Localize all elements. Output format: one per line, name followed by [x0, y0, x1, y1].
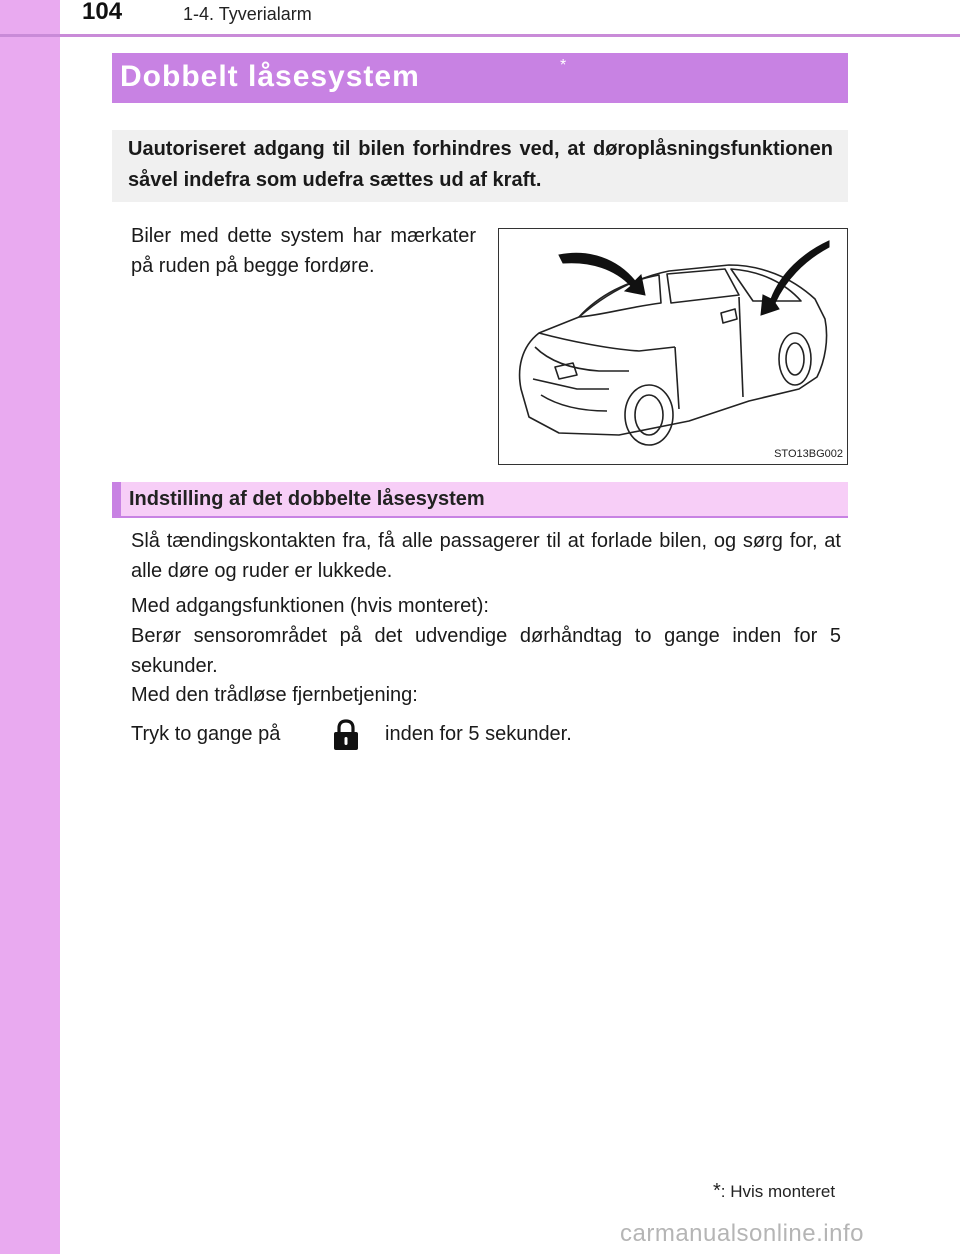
- page-number: 104: [82, 0, 123, 25]
- header-rule: [0, 34, 960, 37]
- step-4-text: Med den trådløse fjernbetjening:: [131, 684, 418, 706]
- cars-text: Biler med dette system har mærkater på ruden på begge fordøre.: [131, 225, 476, 277]
- watermark: carmanualsonline.info: [620, 1220, 864, 1247]
- title-bar: [112, 53, 848, 103]
- section-label: 1-4. Tyverialarm: [183, 4, 312, 24]
- footnote: [713, 1180, 835, 1203]
- subsection-title: Indstilling af det dobbelte låsesystem: [129, 488, 485, 510]
- title-asterisk: *: [560, 57, 567, 74]
- intro-box: [112, 130, 848, 202]
- left-margin-band: [0, 0, 60, 1254]
- step-2-text: Med adgangsfunktionen (hvis monteret):: [131, 595, 489, 617]
- press-text-before: Tryk to gange på: [131, 723, 281, 745]
- figure-code: STO13BG002: [774, 448, 843, 460]
- subsection-accent: [112, 482, 121, 516]
- footnote-text: : Hvis monteret: [720, 1182, 836, 1201]
- footnote-star: *: [713, 1180, 721, 1202]
- page-title: Dobbelt låsesystem: [120, 60, 420, 93]
- car-illustration-icon: [499, 229, 847, 464]
- intro-text: Uautoriseret adgang til bilen forhindres ved, at døroplåsningsfunktionen såvel indefra som udefra sættes ud af kraft.: [128, 138, 833, 191]
- car-figure: [498, 228, 848, 465]
- press-text-after: inden for 5 sekunder.: [385, 723, 572, 745]
- step-3-text: Berør sensorområdet på det udvendige dørhåndtag to gange inden for 5 sekunder.: [131, 625, 841, 677]
- lock-icon: [333, 719, 359, 751]
- subsection-bar: [112, 482, 848, 518]
- step-1-text: Slå tændingskontakten fra, få alle passagerer til at forlade bilen, og sørg for, at alle døre og ruder er lukkede.: [131, 530, 841, 582]
